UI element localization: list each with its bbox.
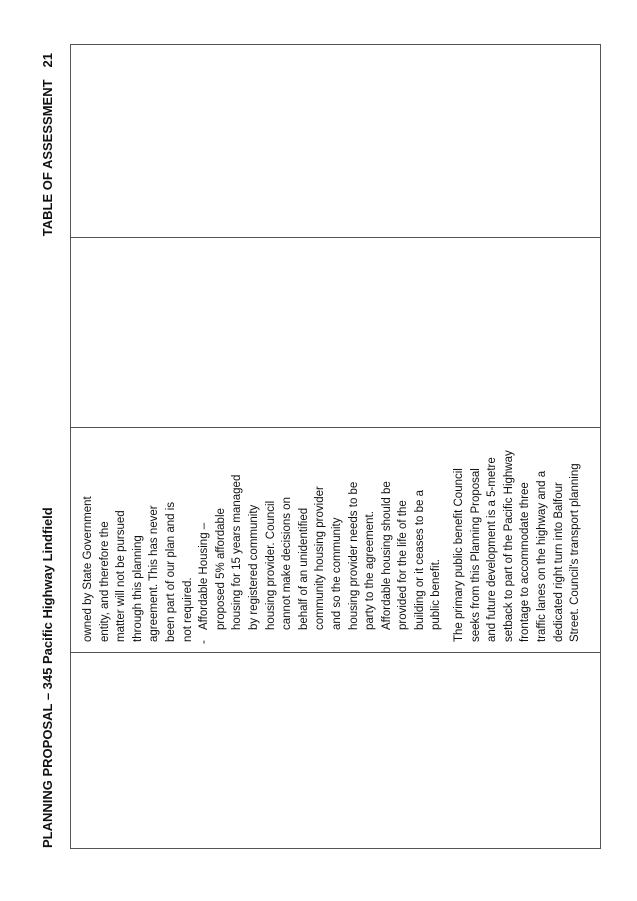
text-line: matter will not be pursued — [115, 510, 128, 642]
text-line: by registered community — [247, 504, 260, 630]
text-line: Affordable housing should be — [380, 481, 393, 630]
text-line: public benefit. — [430, 559, 443, 630]
text-line: community housing provider — [314, 486, 327, 630]
table-cell-response — [80, 432, 584, 642]
text-line: housing provider needs to be — [347, 481, 360, 630]
text-line: building or it ceases to be a — [413, 489, 426, 630]
text-line: Affordable Housing – — [198, 522, 211, 630]
text-line: agreement. This has never — [148, 505, 161, 642]
text-line: Street. Council's transport planning — [569, 463, 582, 642]
text-line: provided for the life of the — [397, 500, 410, 630]
text-line: been part of our plan and is — [164, 501, 177, 642]
text-line: and future development is a 5-metre — [486, 457, 499, 642]
text-line: seeks from this Planning Proposal — [469, 468, 482, 642]
text-line: housing for 15 years managed — [231, 474, 244, 630]
text-line: owned by State Government — [82, 496, 94, 642]
text-line: through this planning — [131, 535, 144, 642]
assessment-table — [70, 44, 601, 849]
text-line: traffic lanes on the highway and a — [536, 470, 549, 642]
page-number: 21 — [40, 53, 55, 68]
bullet-marker: - — [198, 640, 211, 644]
text-line: proposed 5% affordable — [214, 508, 227, 630]
column-divider — [71, 237, 600, 238]
column-divider — [71, 652, 600, 653]
text-line: party to the agreement. — [364, 511, 377, 630]
bullet-line — [196, 432, 213, 642]
text-line: housing provider. Council — [264, 500, 277, 630]
text-line: The primary public benefit Council — [453, 468, 466, 642]
section-header — [40, 53, 55, 236]
text-line: dedicated right turn into Balfour — [552, 482, 565, 642]
text-line: frontage to accommodate three — [519, 482, 532, 642]
text-line: and so the community — [330, 517, 343, 630]
section-title: TABLE OF ASSESSMENT — [40, 79, 55, 237]
text-line: not required. — [181, 577, 194, 642]
text-line: cannot make decisions on — [281, 497, 294, 630]
text-line: behalf of an unidentified — [297, 507, 310, 630]
text-line: entity, and therefore the — [98, 521, 111, 642]
text-line: setback to part of the Pacific Highway — [502, 450, 515, 642]
column-divider — [71, 427, 600, 428]
document-title: PLANNING PROPOSAL – 345 Pacific Highway Lindfield — [40, 507, 55, 848]
